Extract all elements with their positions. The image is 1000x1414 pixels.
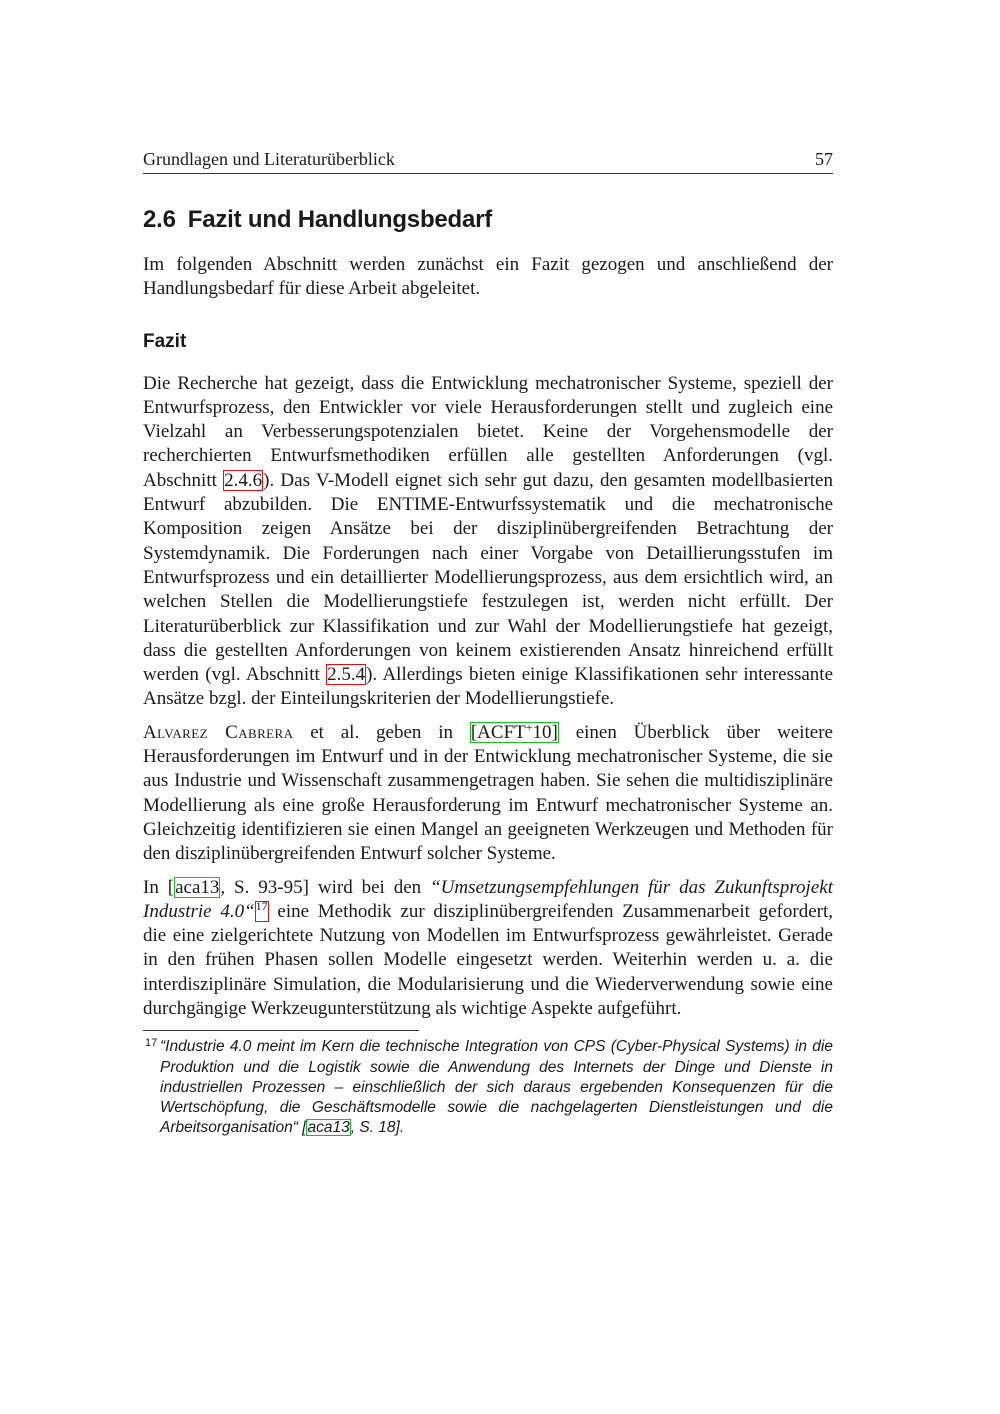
running-title: Grundlagen und Literaturüberblick bbox=[143, 149, 395, 169]
subsection-heading: Fazit bbox=[143, 330, 187, 352]
running-header bbox=[143, 148, 833, 174]
text-run: et al. geben in bbox=[293, 721, 470, 743]
footnote-ref-number: 17 bbox=[255, 898, 268, 913]
text-run: Die Recherche hat gezeigt, dass die Entwicklung mechatronischer Systeme, speziell der Entwurfsprozess, den Entwickler vor viele Herausforderungen stellt und zugleich eine Vielzahl an Verbesserungspotenzialen bietet. Keine der Vorgehensmodelle der recherchierten Entwurfsmethodiken erfüllen alle gestellten Anforderungen (vgl. Abschnitt bbox=[143, 372, 833, 491]
text-run: eine Methodik zur disziplinübergreifenden Zusammenarbeit gefordert, die eine zielgerichtete Nutzung von Modellen im Entwurfsprozess gewährleistet. Gerade in den frühen Phasen sollen Modelle eingesetzt werden. Weiterhin werden u. a. die interdisziplinäre Simulation, die Modularisierung und die Wiederverwendung sowie eine durchgängige Werkzeugunterstützung als wichtige Aspekte aufgeführt. bbox=[143, 900, 833, 1020]
citation-link[interactable]: [ACFT+10] bbox=[470, 719, 558, 743]
citation-sup: + bbox=[525, 719, 533, 734]
footnote bbox=[143, 1037, 833, 1138]
text-run: einen Überblick über weitere Herausforderungen im Entwurf und in der Entwicklung mechatronischer Systeme, die sie aus Industrie und Wissenschaft zusammengetragen haben. Sie sehen die multidisziplinäre Modellierung als eine große Herausforderung im Entwurf mechatronischer Systeme an. Gleichzeitig identifizieren sie einen Mangel an geeigneten Werkzeugen und Methoden für den disziplinübergreifenden Entwurf solcher Systeme. bbox=[143, 721, 833, 865]
author-name: Alvarez Cabrera bbox=[143, 721, 294, 743]
paragraph-industrie bbox=[143, 876, 833, 1022]
section-number: 2.6 bbox=[143, 206, 176, 233]
text-run: ). Das V-Modell eignet sich sehr gut dazu, den gesamten modellbasierten Entwurf abzubilden. Die ENTIME-Entwurfssystematik und die mechatronische Komposition zeigen Ansätze bei der disziplinübergreifenden Betrachtung der Systemdynamik. Die Forderungen nach einer Vorgabe von Detaillierungsstufen im Entwurfsprozess und ein detaillierter Modellierungsprozess, aus dem ersichtlich wird, an welchen Stellen die Modellierungstiefe festzulegen ist, werden nicht erfüllt. Der Literaturüberblick zur Klassifikation und zur Wahl der Modellierungstiefe hat gezeigt, dass die gestellten Anforderungen von keinem existierenden Ansatz hinreichend erfüllt werden (vgl. Abschnitt bbox=[143, 469, 833, 686]
citation-link[interactable]: aca13 bbox=[175, 876, 220, 898]
citation-key: ACFT bbox=[477, 721, 526, 743]
footnote-divider bbox=[143, 1030, 419, 1031]
paragraph-fazit bbox=[143, 372, 833, 712]
section-ref-link[interactable]: 2.4.6 bbox=[224, 469, 263, 491]
footnote-tail: , S. 18]. bbox=[350, 1119, 405, 1137]
page-body bbox=[143, 205, 833, 1138]
page-number: 57 bbox=[815, 149, 833, 169]
text-run: In [ bbox=[143, 876, 175, 898]
paragraph-alvarez bbox=[143, 721, 833, 867]
quoted-title: “Umsetzungsempfehlungen für das Zukunftsprojekt Industrie 4.0“ bbox=[143, 876, 833, 922]
text-run: , S. 93-95] wird bei den bbox=[220, 876, 431, 898]
section-heading bbox=[143, 205, 833, 235]
footnote-text: “Industrie 4.0 meint im Kern die technische Integration von CPS (Cyber-Physical Systems) in die Produktion und die Logistik sowie die Anwendung des Internets der Dinge und Dienste in industriellen Prozessen – einschließlich der sich daraus ergebenden Konsequenzen für die Wertschöpfung, die Geschäftsmodelle sowie die nachgelagerten Dienstleistungen und die Arbeitsorganisation“ [ bbox=[160, 1038, 833, 1137]
intro-paragraph: Im folgenden Abschnitt werden zunächst ein Fazit gezogen und anschließend der Handlungsbedarf für diese Arbeit abgeleitet. bbox=[143, 254, 833, 300]
section-title: Fazit und Handlungsbedarf bbox=[187, 206, 493, 233]
footnote-mark: 17 bbox=[145, 1037, 158, 1050]
citation-year: 10 bbox=[532, 721, 552, 743]
section-ref-link[interactable]: 2.5.4 bbox=[327, 664, 366, 686]
citation-link[interactable]: aca13 bbox=[307, 1119, 350, 1137]
text-run: ). Allerdings bieten einige Klassifikationen sehr interessante Ansätze bzgl. der Einteilungskriterien der Modellierungstiefe. bbox=[143, 664, 833, 710]
footnote-ref-link[interactable] bbox=[255, 898, 269, 922]
